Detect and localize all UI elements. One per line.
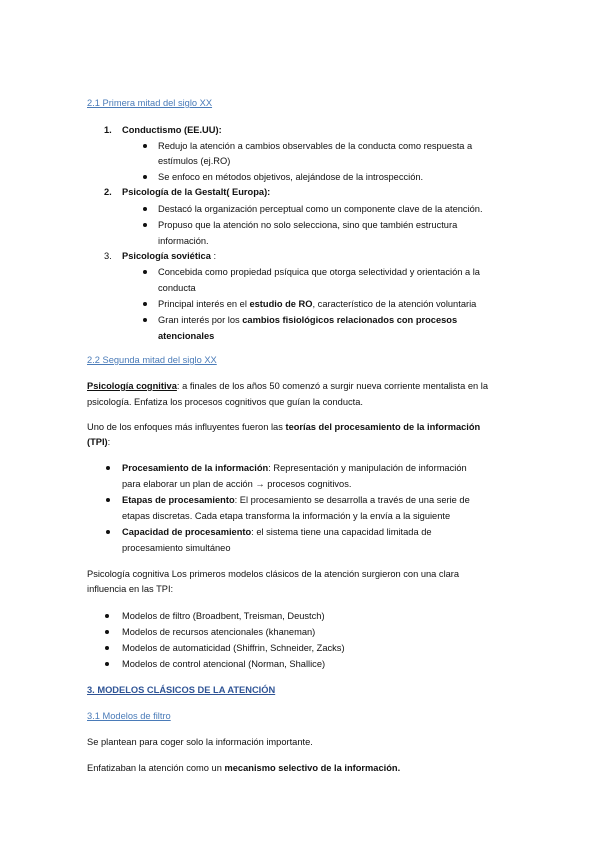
bullet-icon: [143, 270, 147, 274]
list-number: 1.: [104, 125, 112, 135]
text-run-bold: teorías del procesamiento de la información: [285, 422, 481, 432]
paragraph-line: Se plantean para coger solo la información importante.: [87, 737, 313, 747]
paragraph-line: [87, 437, 110, 448]
bullet-icon: [106, 498, 110, 502]
text-run-bold: Procesamiento de la información: [122, 463, 269, 473]
bullet-text-cont: para elaborar un plan de acción → procesos cognitivos.: [122, 479, 352, 489]
bullet-text-cont: información.: [158, 236, 209, 246]
section-heading-2-2: 2.2 Segunda mitad del siglo XX: [87, 355, 217, 365]
paragraph-line: Psicología cognitiva Los primeros modelos clásicos de la atención surgieron con una clara: [87, 569, 460, 579]
paragraph-line: [87, 381, 488, 392]
text-run: Uno de los enfoques más influyentes fueron las: [87, 422, 286, 432]
bullet-icon: [105, 646, 109, 650]
list-item-title-line: [122, 251, 216, 262]
paragraph-line: [87, 763, 400, 774]
text-run: : El procesamiento se desarrolla a través de una serie de: [234, 495, 470, 505]
bullet-text: Destacó la organización perceptual como un componente clave de la atención.: [158, 204, 483, 214]
bullet-text: [158, 299, 476, 310]
bullet-text: Concebida como propiedad psíquica que otorga selectividad y orientación a la: [158, 267, 480, 277]
bullet-icon: [143, 144, 147, 148]
bullet-icon: [106, 530, 110, 534]
bullet-icon: [105, 614, 109, 618]
bullet-text-cont: conducta: [158, 283, 196, 293]
list-number: 3.: [104, 251, 112, 261]
text-run: Principal interés en el: [158, 299, 250, 309]
list-item-title: Psicología de la Gestalt( Europa):: [122, 187, 271, 197]
bullet-text-cont: estímulos (ej.RO): [158, 156, 231, 166]
text-run-bold: (TPI): [87, 437, 108, 447]
paragraph-line: influencia en las TPI:: [87, 584, 174, 594]
list-item-title: Psicología soviética: [122, 251, 211, 261]
section-heading-2-1: 2.1 Primera mitad del siglo XX: [87, 98, 213, 108]
text-run: : el sistema tiene una capacidad limitada de: [251, 527, 432, 537]
bullet-text: Propuso que la atención no solo selecciona, sino que también estructura: [158, 220, 458, 230]
list-item: Modelos de filtro (Broadbent, Treisman, Deustch): [122, 611, 325, 621]
bullet-text: [122, 527, 432, 538]
bullet-icon: [105, 662, 109, 666]
text-run: Gran interés por los: [158, 315, 243, 325]
list-item: Modelos de recursos atencionales (khaneman): [122, 627, 316, 637]
text-run-bold: estudio de RO: [249, 299, 313, 309]
bullet-text-cont: atencionales: [158, 331, 215, 341]
bullet-icon: [143, 318, 147, 322]
bullet-text: [158, 315, 457, 326]
text-run: : a finales de los años 50 comenzó a surgir nueva corriente mentalista en la: [176, 381, 489, 391]
text-run-bold: mecanismo selectivo de la información.: [224, 763, 401, 773]
list-item: Modelos de control atencional (Norman, Shallice): [122, 659, 326, 669]
section-heading-3: 3. MODELOS CLÁSICOS DE LA ATENCIÓN: [87, 685, 276, 695]
bullet-icon: [143, 207, 147, 211]
term: Psicología cognitiva: [87, 381, 177, 391]
bullet-text: Se enfoco en métodos objetivos, alejándose de la introspección.: [158, 172, 424, 182]
text-run: Enfatizaban la atención como un: [87, 763, 225, 773]
bullet-icon: [106, 466, 110, 470]
list-item: Modelos de automaticidad (Shiffrin, Schneider, Zacks): [122, 643, 345, 653]
paragraph-line: psicología. Enfatiza los procesos cognitivos que guían la conducta.: [87, 397, 363, 407]
bullet-text-cont: etapas discretas. Cada etapa transforma la información y la envía a la siguiente: [122, 511, 451, 521]
bullet-icon: [143, 302, 147, 306]
bullet-icon: [143, 175, 147, 179]
text-run: : Representación y manipulación de información: [268, 463, 467, 473]
text-run-bold: Capacidad de procesamiento: [122, 527, 252, 537]
text-run-bold: cambios fisiológicos relacionados con procesos: [242, 315, 458, 325]
paragraph-line: [87, 422, 480, 433]
bullet-text: [122, 495, 470, 506]
text-run: , característico de la atención voluntaria: [312, 299, 477, 309]
bullet-text: [122, 463, 467, 474]
bullet-text: Redujo la atención a cambios observables de la conducta como respuesta a: [158, 141, 473, 151]
bullet-text-cont: procesamiento simultáneo: [122, 543, 231, 553]
list-number: 2.: [104, 187, 112, 197]
bullet-icon: [105, 630, 109, 634]
list-item-title: Conductismo (EE.UU):: [122, 125, 222, 135]
text-run-bold: Etapas de procesamiento: [122, 495, 235, 505]
text-run: :: [107, 437, 111, 447]
title-suffix: :: [210, 251, 217, 261]
bullet-icon: [143, 223, 147, 227]
section-heading-3-1: 3.1 Modelos de filtro: [87, 711, 171, 721]
